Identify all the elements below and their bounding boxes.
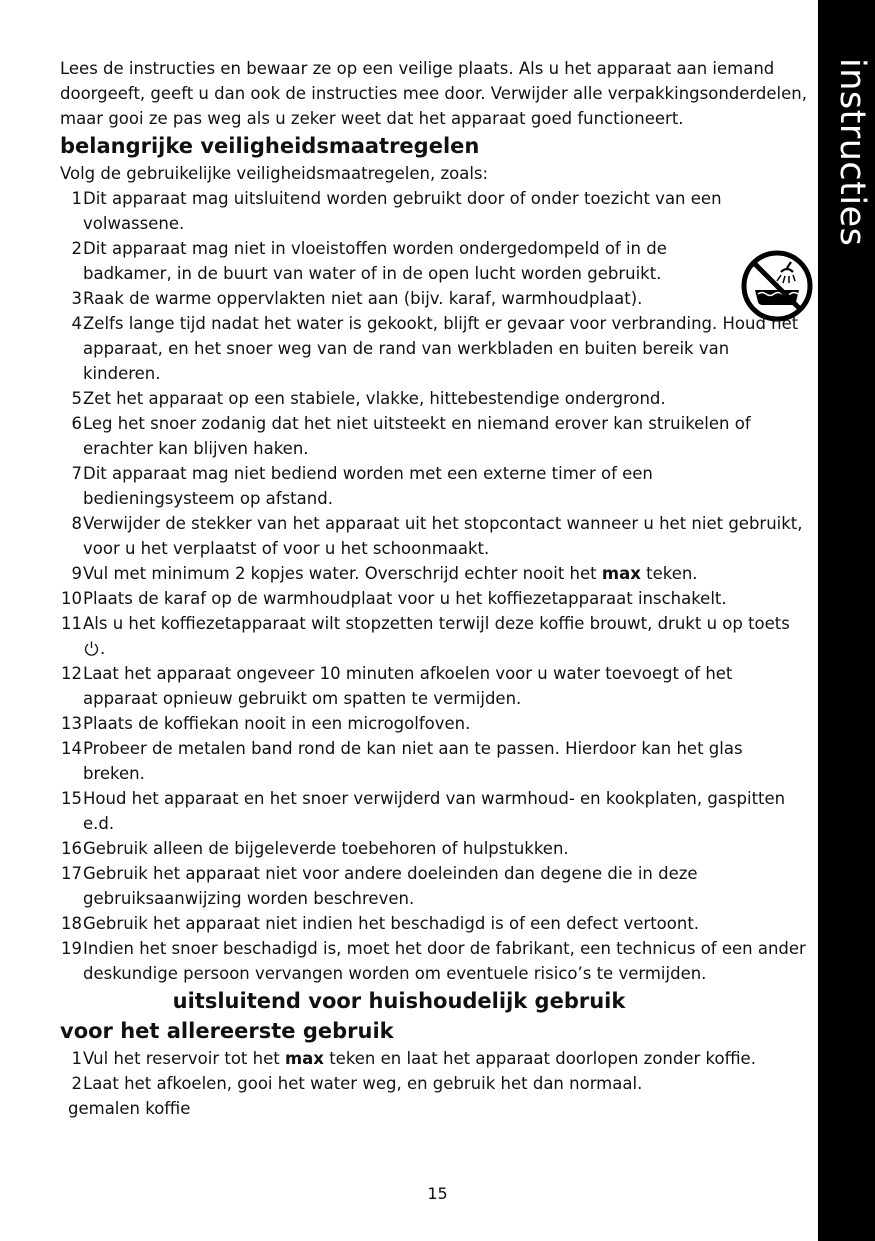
page-number: 15: [427, 1184, 448, 1203]
power-icon: [83, 640, 100, 657]
safety-list: [60, 186, 808, 986]
first-use-list: [60, 1046, 808, 1096]
list-item: 17 Gebruik het apparaat niet voor andere doeleinden dan degene die in deze gebruiksaanwijzing worden beschreven.: [61, 864, 698, 908]
list-item: 11 Als u het koffiezetapparaat wilt stopzetten terwijl deze koffie brouwt, drukt u op toets .: [61, 614, 790, 658]
list-item: 19 Indien het snoer beschadigd is, moet het door de fabrikant, een technicus of een ander deskundige persoon vervangen worden om eventuele risico’s te vermijden.: [61, 939, 806, 983]
list-item: 14 Probeer de metalen band rond de kan niet aan te passen. Hierdoor kan het glas breken.: [61, 739, 743, 783]
list-item: 5 Zet het apparaat op een stabiele, vlakke, hittebestendige ondergrond.: [71, 389, 666, 408]
list-item: 16 Gebruik alleen de bijgeleverde toebehoren of hulpstukken.: [61, 839, 569, 858]
list-item: 2 Dit apparaat mag niet in vloeistoffen worden ondergedompeld of in de badkamer, in de buurt van water of in de open lucht worden gebruikt.: [71, 239, 667, 283]
list-item: 3 Raak de warme oppervlakten niet aan (bijv. karaf, warmhoudplaat).: [71, 289, 643, 308]
safety-heading: belangrijke veiligheidsmaatregelen: [60, 134, 480, 158]
instructions-content: [60, 56, 808, 1121]
list-item: 18 Gebruik het apparaat niet indien het beschadigd is of een defect vertoont.: [61, 914, 700, 933]
list-item: 10 Plaats de karaf op de warmhoudplaat voor u het koffiezetapparaat inschakelt.: [61, 589, 727, 608]
household-notice: uitsluitend voor huishoudelijk gebruik: [172, 989, 626, 1013]
first-use-heading: voor het allereerste gebruik: [60, 1019, 394, 1043]
safety-lead: Volg de gebruikelijke veiligheidsmaatregelen, zoals:: [60, 164, 489, 183]
list-item: 6 Leg het snoer zodanig dat het niet uitsteekt en niemand erover kan struikelen of erachter kan blijven haken.: [71, 414, 751, 458]
list-item: 7 Dit apparaat mag niet bediend worden met een externe timer of een bedieningsysteem op afstand.: [71, 464, 653, 508]
max-label: max: [284, 1049, 324, 1068]
list-item: 4 Zelfs lange tijd nadat het water is gekookt, blijft er gevaar voor verbranding. Houd het apparaat, en het snoer weg van de rand van werkbladen en buiten bereik van kinderen.: [71, 314, 799, 383]
max-label: max: [601, 564, 641, 583]
list-item: 15 Houd het apparaat en het snoer verwijderd van warmhoud- en kookplaten, gaspitten e.d.: [61, 789, 786, 833]
list-item: 1 Vul het reservoir tot het max teken en laat het apparaat doorlopen zonder koffie.: [71, 1049, 756, 1068]
list-item: 2 Laat het afkoelen, gooi het water weg, en gebruik het dan normaal.: [71, 1074, 643, 1093]
side-tab-label: instructies: [832, 58, 872, 247]
list-item: 12 Laat het apparaat ongeveer 10 minuten afkoelen voor u water toevoegt of het apparaat opnieuw gebruikt om spatten te vermijden.: [61, 664, 733, 708]
list-item: 8 Verwijder de stekker van het apparaat uit het stopcontact wanneer u het niet gebruikt, voor u het verplaatst of voor u het schoonmaakt.: [71, 514, 803, 558]
list-item: 1 Dit apparaat mag uitsluitend worden gebruikt door of onder toezicht van een volwassene.: [71, 189, 722, 233]
ground-coffee-subheading: gemalen koffie: [68, 1099, 191, 1118]
list-item: 9 Vul met minimum 2 kopjes water. Overschrijd echter nooit het max teken.: [71, 564, 698, 583]
intro-paragraph: Lees de instructies en bewaar ze op een veilige plaats. Als u het apparaat aan iemand doorgeeft, geeft u dan ook de instructies mee door. Verwijder alle verpakkingsonderdelen, maar gooi ze pas weg als u zeker weet dat het apparaat goed functioneert.: [60, 59, 807, 128]
list-item: 13 Plaats de koffiekan nooit in een microgolfoven.: [61, 714, 471, 733]
side-tab: [818, 0, 875, 1241]
